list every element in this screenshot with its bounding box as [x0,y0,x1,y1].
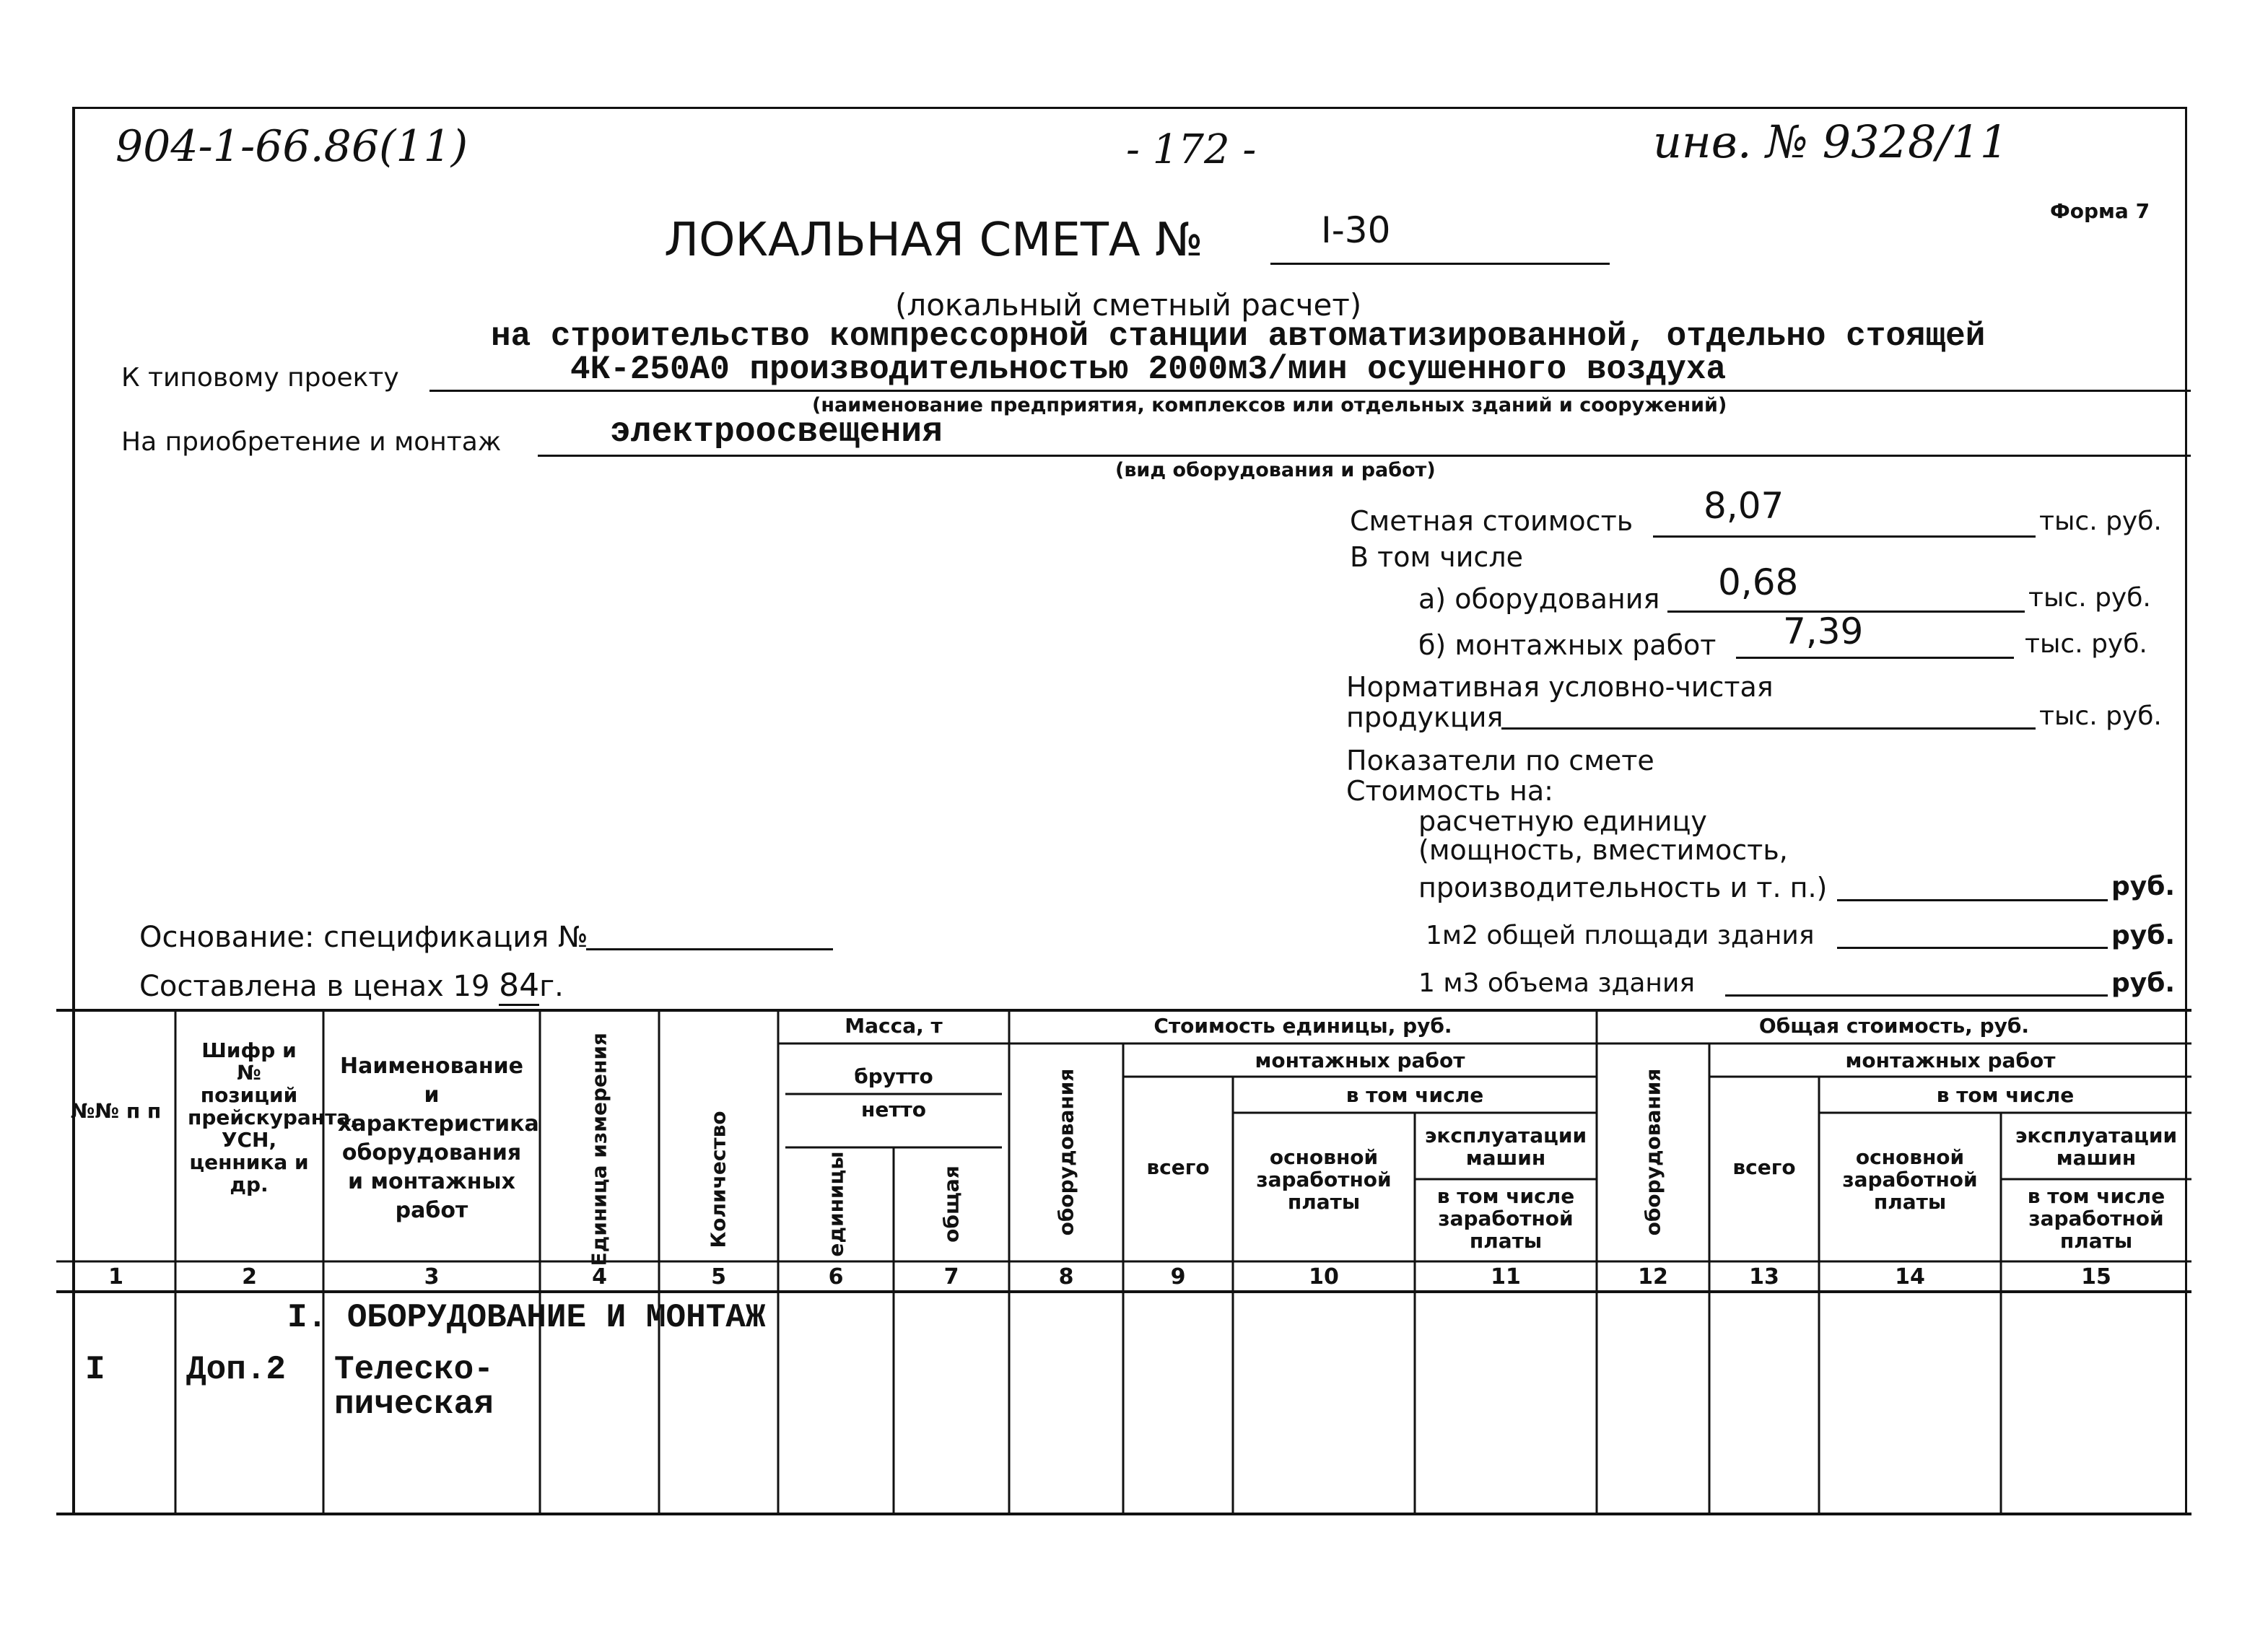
project-label: К типовому проекту [121,363,399,393]
spec-label: Основание: спецификация № [139,921,588,954]
col-number-5: 5 [711,1264,726,1290]
col-number-10: 10 [1309,1264,1339,1290]
estimated-cost-value: 8,07 [1704,485,1784,527]
header-mass-total: общая [939,1165,964,1243]
per-m2-rub: руб. [2111,921,2176,950]
normative-line [1501,727,2036,730]
header-total-incl: в том числе [1936,1083,2075,1107]
acquisition-caption: (вид оборудования и работ) [1115,459,1436,481]
col-number-4: 4 [592,1264,607,1290]
col-number-7: 7 [943,1264,959,1290]
col-number-2: 2 [242,1264,257,1290]
header-total-total: всего [1732,1155,1796,1179]
project-line2: 4К-250А0 производительностью 2000м3/мин осушенного воздуха [570,351,1727,388]
equipment-cost-label: а) оборудования [1418,583,1660,615]
header-total-basepay: основной заработной платы [1842,1145,1978,1214]
header-unit-machines-pay: в том числе заработной платы [1436,1184,1575,1253]
estimated-cost-label: Сметная стоимость [1350,505,1634,537]
per-m3-label: 1 м3 объема здания [1418,968,1696,998]
spec-line [586,948,833,950]
normative-line2: продукция [1346,701,1504,733]
header-unit-basepay: основной заработной платы [1256,1145,1392,1214]
row-name-line2: пическая [334,1386,494,1423]
title-number-line [1270,263,1610,265]
normative-line1: Нормативная условно-чистая [1346,671,1774,703]
per-m3-rub: руб. [2111,968,2176,998]
header-brutto: брутто [854,1064,933,1088]
acquisition-label: На приобретение и монтаж [121,427,502,457]
per-m2-label: 1м2 общей площади здания [1426,921,1815,950]
prices-label: Составлена в ценах 19 84г. [139,970,564,1006]
col-number-8: 8 [1058,1264,1074,1290]
cost-on-label: Стоимость на: [1346,775,1553,807]
col-number-12: 12 [1638,1264,1668,1290]
header-unit-incl: в том числе [1345,1083,1484,1107]
equipment-cost-value: 0,68 [1718,561,1799,603]
project-line [429,390,2191,392]
row-number: I [85,1351,105,1388]
header-row-number: №№ п п [70,1099,162,1123]
acquisition-value: электроосвещения [610,413,943,452]
row-code: Доп.2 [186,1351,287,1388]
page-number: - 172 - [1126,126,1257,173]
installation-cost-line [1736,657,2014,659]
per-m3-line [1725,994,2108,997]
header-mass: Масса, т [845,1014,943,1038]
prices-year: 84 [499,967,539,1006]
installation-cost-value: 7,39 [1783,610,1864,652]
normative-unit: тыс. руб. [2039,701,2162,731]
inventory-number: инв. № 9328/11 [1653,115,2009,168]
header-unit: Единица измерения [587,1033,611,1266]
subtitle: (локальный сметный расчет) [895,287,1362,323]
title-prefix: ЛОКАЛЬНАЯ СМЕТА № [664,214,1203,267]
unit-line1: расчетную единицу [1418,805,1707,837]
per-unit-rub: руб. [2111,872,2176,901]
col-number-14: 14 [1895,1264,1925,1290]
header-total-equipment: оборудования [1641,1068,1665,1236]
col-number-11: 11 [1491,1264,1521,1290]
col-number-15: 15 [2081,1264,2111,1290]
installation-cost-unit: тыс. руб. [2025,629,2147,659]
per-unit-line [1837,899,2108,901]
per-m2-line [1837,947,2108,949]
col-number-9: 9 [1170,1264,1186,1290]
including-label: В том числе [1350,541,1523,573]
header-quantity: Количество [706,1111,730,1248]
header-code: Шифр и № позиций прейскуранта, УСН, ценника и др. [188,1038,358,1196]
header-unit-machines: эксплуатации машин [1424,1124,1587,1170]
form-label: Форма 7 [2050,199,2150,223]
header-total-machines: эксплуатации машин [2015,1124,2178,1170]
installation-cost-label: б) монтажных работ [1418,629,1717,661]
unit-line2: (мощность, вместимость, [1418,834,1788,866]
header-unit-install: монтажных работ [1255,1049,1465,1072]
header-total-cost: Общая стоимость, руб. [1758,1014,2030,1038]
acquisition-line [538,455,2191,457]
header-unit-total: всего [1146,1155,1210,1179]
header-mass-unit: единицы [824,1151,848,1257]
header-unit-equipment: оборудования [1054,1068,1078,1236]
header-netto: нетто [860,1098,927,1121]
unit-line3: производительность и т. п.) [1418,872,1828,903]
col-number-3: 3 [424,1264,440,1290]
col-number-1: 1 [108,1264,123,1290]
section-heading: I. ОБОРУДОВАНИЕ И МОНТАЖ [287,1299,766,1336]
project-line1: на строительство компрессорной станции автоматизированной, отдельно стоящей [491,318,1986,355]
header-name: Наименование и характеристика оборудования и монтажных работ [338,1054,539,1223]
project-caption: (наименование предприятия, комплексов или отдельных зданий и сооружений) [812,394,1727,416]
header-unit-cost: Стоимость единицы, руб. [1153,1014,1452,1038]
equipment-cost-unit: тыс. руб. [2028,583,2151,613]
estimated-cost-unit: тыс. руб. [2039,507,2162,536]
col-number-6: 6 [828,1264,844,1290]
header-total-install: монтажных работ [1845,1049,2056,1072]
title-number: I-30 [1321,209,1391,251]
estimate-table [56,1005,2191,1521]
doc-code: 904-1-66.86(11) [115,121,468,172]
estimated-cost-line [1653,535,2036,538]
col-number-13: 13 [1749,1264,1779,1290]
row-name-line1: Телеско- [334,1351,494,1388]
header-total-machines-pay: в том числе заработной платы [2027,1184,2165,1253]
indicators-label: Показатели по смете [1346,745,1654,776]
